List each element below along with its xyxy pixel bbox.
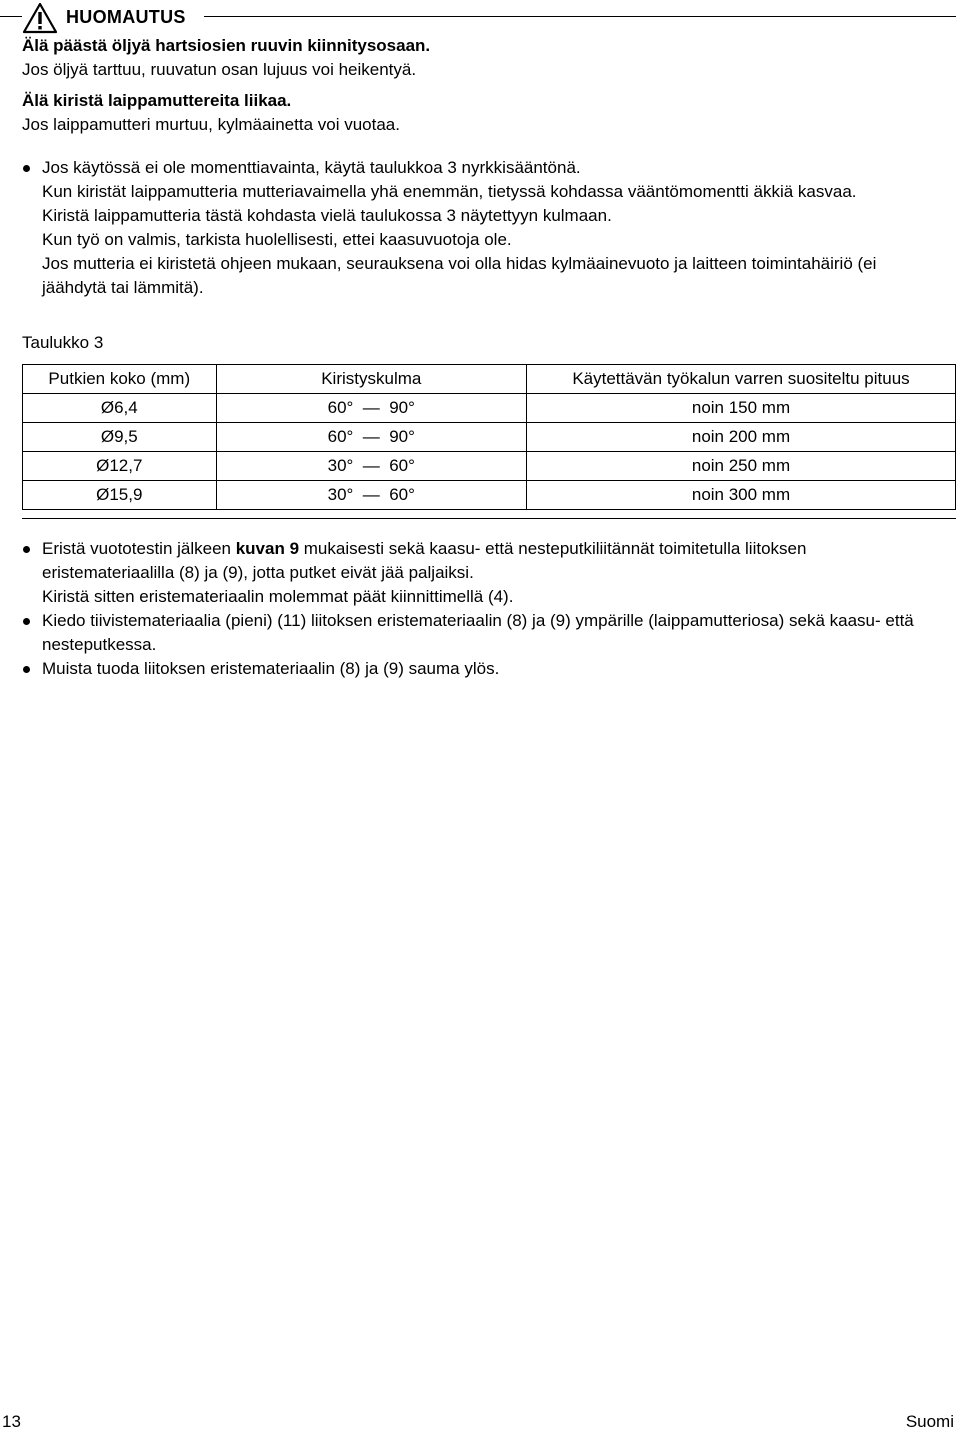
caution-item-2-text: Jos laippamutteri murtuu, kylmäainetta voi vuotaa. [22,115,400,134]
table-row [23,481,956,510]
page-number: 13 [2,1412,21,1431]
insulation-text-post: mukaisesti sekä kaasu- että nesteputkiliitännät toimitetulla liitoksen eristemateriaalilla (8) ja (9), jotta putket eivät jää paljaiksi. [42,539,807,582]
table-cell: Ø6,4 [23,394,217,423]
insulation-text-pre: Eristä vuototestin jälkeen [42,539,236,558]
tightening-angle-table [22,364,956,510]
insulation-paragraph [42,537,942,585]
table-cell: Ø15,9 [23,481,217,510]
table-cell: Ø12,7 [23,452,217,481]
table-cell: 30° — 60° [216,481,526,510]
table-row [23,394,956,423]
table-row [23,423,956,452]
warning-triangle-icon [22,2,58,34]
tightening-instructions [22,156,942,300]
caution-title: HUOMAUTUS [66,7,186,27]
table-header-row [23,365,956,394]
list-item [22,156,942,300]
caution-item-1-text: Jos öljyä tarttuu, ruuvatun osan lujuus voi heikentyä. [22,60,417,79]
list-item [22,609,942,657]
table-caption: Taulukko 3 [22,333,104,352]
table-cell: noin 200 mm [527,423,956,452]
column-header-angle: Kiristyskulma [216,365,526,394]
table-row [23,452,956,481]
section-divider [22,518,956,519]
caution-rule-right [204,16,956,17]
list-item [22,537,942,609]
caution-item-2-heading: Älä kiristä laippamuttereita liikaa. [22,91,292,110]
instruction-line: Kun työ on valmis, tarkista huolellisesti, ettei kaasuvuotoja ole. [42,230,512,249]
table-cell: noin 150 mm [527,394,956,423]
insulation-instructions [22,537,942,681]
instruction-line: Jos mutteria ei kiristetä ohjeen mukaan, seurauksena voi olla hidas kylmäainevuoto ja laitteen toimintahäiriö (ei jäähdytä tai lämmitä). [42,254,877,297]
caution-item-2 [22,89,942,137]
table-cell: 60° — 90° [216,394,526,423]
insulation-line: Kiedo tiivistemateriaalia (pieni) (11) liitoksen eristemateriaalin (8) ja (9) ympärille (laippamutteriosa) sekä kaasu- että nesteputkessa. [42,611,914,654]
list-item [22,657,942,681]
footer-language: Suomi [905,1412,954,1431]
figure-reference: kuvan 9 [235,539,300,558]
table-cell: noin 300 mm [527,481,956,510]
instruction-line: Kiristä laippamutteria tästä kohdasta vielä taulukossa 3 näytettyyn kulmaan. [42,206,612,225]
table-cell: 30° — 60° [216,452,526,481]
caution-item-1 [22,34,942,82]
column-header-tool-length: Käytettävän työkalun varren suositeltu pituus [527,365,956,394]
insulation-line: Kiristä sitten eristemateriaalin molemmat päät kiinnittimellä (4). [42,587,514,606]
caution-header [0,2,960,32]
caution-rule-left [0,16,22,17]
column-header-pipe-size: Putkien koko (mm) [23,365,217,394]
table-cell: Ø9,5 [23,423,217,452]
instruction-line: Kun kiristät laippamutteria mutteriavaimella yhä enemmän, tietyssä kohdassa vääntömomentti äkkiä kasvaa. [42,182,857,201]
table-cell: 60° — 90° [216,423,526,452]
caution-item-1-heading: Älä päästä öljyä hartsiosien ruuvin kiinnitysosaan. [22,36,431,55]
instruction-line: Jos käytössä ei ole momenttiavainta, käytä taulukkoa 3 nyrkkisääntönä. [42,158,581,177]
insulation-line: Muista tuoda liitoksen eristemateriaalin (8) ja (9) sauma ylös. [42,659,500,678]
table-cell: noin 250 mm [527,452,956,481]
